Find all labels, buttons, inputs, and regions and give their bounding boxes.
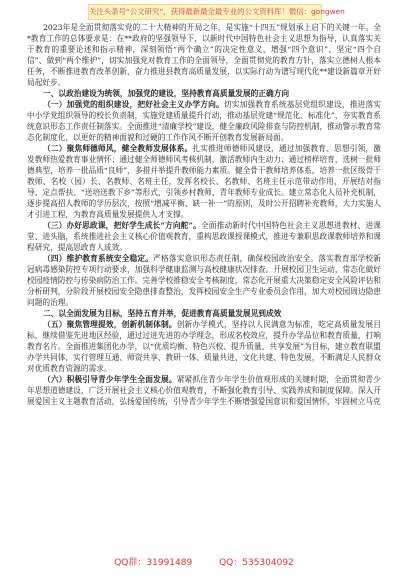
footer-qq-group: QQ群：31991489 [114, 558, 193, 568]
footer-qq: QQ：535304092 [219, 558, 294, 568]
subheading-lead: （六）积极引导青少年学生全面发展。 [43, 375, 177, 384]
subheading-lead: （五）聚焦管理提效，创新机制体制。 [43, 320, 177, 329]
header-banner [88, 4, 345, 20]
banner-text: 关注头条号“公文研究”，获得最新最全最专业的公文资料库！微信：gongwen [89, 7, 345, 16]
footer [0, 555, 408, 568]
subheading-lead: （三）办好思政课，把好学生成长“方向舵”。 [43, 221, 201, 230]
subheading-lead: （二）聚焦师德师风，健全教师发展体系。 [43, 144, 193, 153]
section-heading: 二、以全面发展为目标，坚持五育并举，促进教育高质量发展见到成效 [43, 309, 282, 318]
body-paragraph: （五）聚焦管理提效，创新机制体制。创新办学模式，坚持以人民满意为标准，吃定高质量发展目标，继续借鉴先进地区经验，通过过进先进的办学理念，形成名校效应，提升办学品位和教育质量，打响教育名片。全面推进集团化办学，以“优质均衡、特色兴校、提升质量、共享发展”为目标，建立教育联盟办学共同体，实行管理互通、师资共享、教研一体、质量共进、文化共建、特色发展，不断满足人民群众对优质教育资源的需求。 [27, 320, 381, 373]
document-body [27, 22, 381, 407]
subheading-lead: （一）加强党的组织建设，把好社会主义办学方向。 [43, 100, 224, 109]
body-paragraph: （三）办好思政课，把好学生成长“方向舵”。全面推动新时代中国特色社会主义思想进教材、进课堂、进头脑，系统推进社会主义核心价值观教育，重构思政课授课模式，推进专兼职思政课教师培养和课程研究，提高思政育人成效。 [27, 221, 381, 252]
body-paragraph: （六）积极引导青少年学生全面发展。紧紧抓住青少年学生价值观形成的关键时期，全面贯彻青少年思想道德建设，广泛开展社会主义核心价值观教育，不断强化教育引导、实践养成和制度保障。深入开展爱国主义主题教育活动，弘扬爱国传统，引导青少年学生不断增强爱国意识和爱国情怀，牢固树立马克 [27, 375, 381, 406]
body-paragraph: （一）加强党的组织建设，把好社会主义办学方向。切实加强教育系统基层党组织建设，推进落实中小学党组织领导的校长负责制，实施党建质量提升行动，推动基层党建“规范化、标准化”，夯实教育系统意识形态工作责任制落实。全面推进“清廉学校”建设，健全廉政风险排查与防控机制，推动警示教育常态化制度化，以更好的精神面貌和过硬的工作作风不断开创教育发展新局面。 [27, 100, 381, 142]
subheading-lead: （四）维护教育系统安全稳定。 [43, 254, 154, 263]
body-paragraph: （四）维护教育系统安全稳定。严格落实意识形态责任制，确保校园政治安全。落实教育部学校新冠病毒感染防控专项行动要求，加强科学健康监测与高校健康状况排查。开展校园卫生运动，常态化做好校园疫情防控与传染病防治工作。完善学校推稳安全考核制度，常态化开展重大决策稳定安全风险评估和分析研判，分阶段开展校园安全隐患排查整治，发挥校园安全生产专业委员会作用，加大对校园周边隐患问题的治理。 [27, 254, 381, 307]
section-heading: 一、以政治建设为统领，加强党的建设，坚持教育高质量发展的正确方向 [43, 89, 290, 98]
body-paragraph: （二）聚焦师德师风，健全教师发展体系。扎实推进师德师风建设，通过加强教育、思想引领，激发教师热爱教育事业情怀；通过健全师德师风考核机制，激活教师内生动力；通过榜样培育，选树一批师德典型，培养一批品质“良师”，多措并举提升教师能力素质。健全骨干教师培养体系，培养一批区级骨干教师、名校（园）长、名教师、名班主任，发挥名校长、名教师、名班主任示范带动作用，开展结对指导、定点帮扶、“送培送教下乡”等形式，引领乡村教师、青年教师专业成长。建立常态化人员补充机制，逐步提高招人教师的学历层次，按照“增减平衡、缺一补一”的原则，及时公开招聘补充教师，大力实施人才引进工程，为教育高质量发展提供人才支撑。 [27, 144, 381, 219]
body-paragraph: 2023年是全面贯彻落实党的二十大精神的开局之年，是实施“十四五”规划承上启下的关键一年。全*教育工作的总体要求是：在**政府的坚强领导下，以新时代中国特色社会主义思想为指导，认真落实关于教育的重要论述和指示精神，深刻领悟“两个确立”的决定性意义，增强“四个意识”、坚定“四个自信”、做到“两个维护”，切实加强党对教育工作的全面领导，全面贯彻党的教育方针，落实立德树人根本任务，不断推进教育改革创新，奋力推进县教育高质量发展，以实际行动为谱写现代化**建设新篇章开好局起好步。 [27, 23, 381, 87]
